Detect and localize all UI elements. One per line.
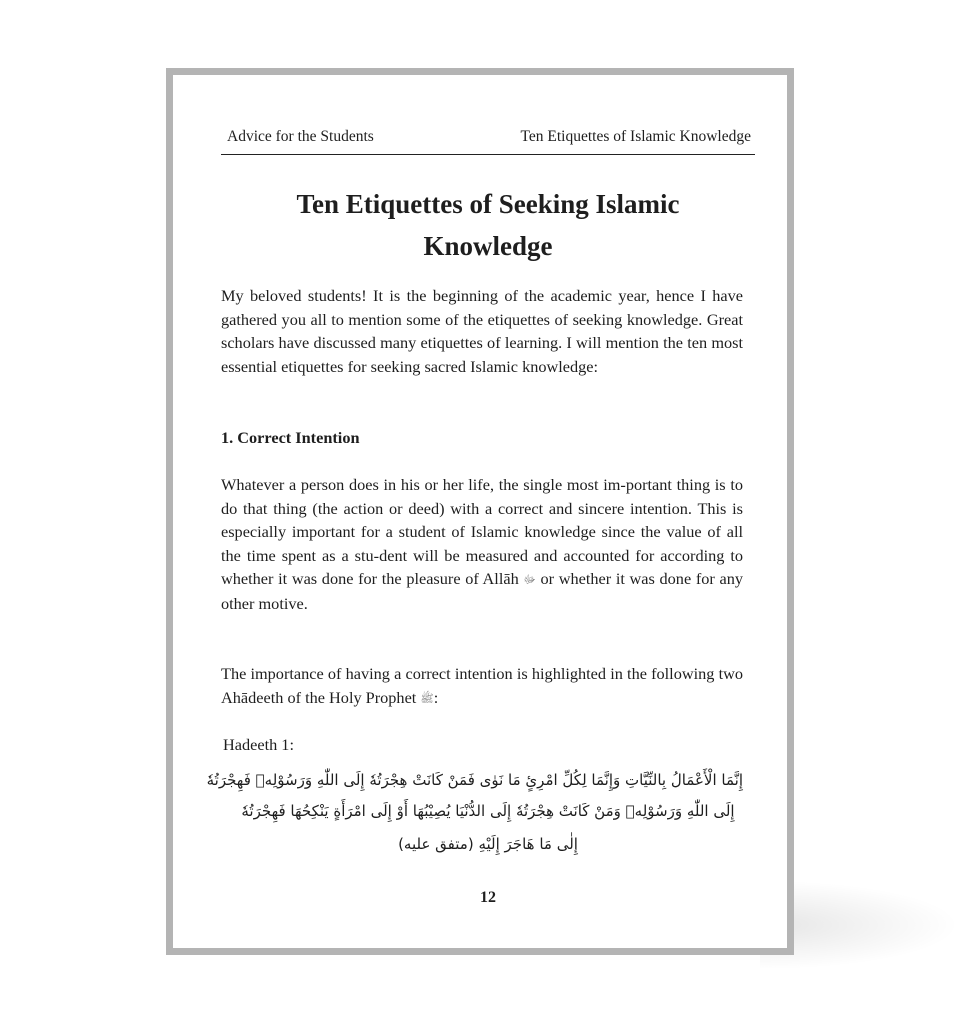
book-page: [173, 75, 787, 948]
arabic-hadeeth-line-2: إِلَى اللّٰهِ وَرَسُوْلِهٖ وَمَنْ كَانَتْ هِجْرَتُهٗ إِلَى الدُّنْيَا يُصِيْبُهَا أَوْ إِلَى امْرَأَةٍ يَنْكِحُهَا فَهِجْرَتُهٗ: [241, 802, 735, 820]
importance-paragraph-text-b: :: [433, 687, 439, 707]
chapter-title-line-1: Ten Etiquettes of Seeking Islamic: [296, 189, 680, 219]
intention-paragraph: [221, 473, 743, 616]
section-heading-correct-intention: 1. Correct Intention: [221, 428, 360, 447]
honorific-prophet-glyph: ﷺ: [420, 691, 434, 705]
running-head: [221, 127, 755, 155]
chapter-title-line-2: Knowledge: [423, 231, 553, 261]
importance-paragraph-text-a: The importance of having a correct intention is highlighted in the following two Ahādeeth of the Holy Prophet: [221, 664, 743, 707]
arabic-hadeeth-line-1: إِنَّمَا الْأَعْمَالُ بِالنِّيَّاتِ وَإِنَّمَا لِكُلِّ امْرِئٍ مَا نَوٰى فَمَنْ كَانَتْ هِجْرَتُهٗ إِلَى اللّٰهِ وَرَسُوْلِهٖ فَهِجْرَتُهٗ: [206, 771, 743, 789]
honorific-allah-glyph: ﷻ: [523, 573, 536, 587]
page-number: 12: [480, 889, 496, 906]
arabic-hadeeth-line-3: إِلٰى مَا هَاجَرَ إِلَيْهِ (متفق عليه): [398, 835, 578, 853]
intention-paragraph-text-b: or whether it was done for any other motive.: [221, 569, 743, 613]
intention-paragraph-text-a: Whatever a person does in his or her life, the single most im-portant thing is to do that thing (the action or deed) with a correct and sincere intention. This is especially important for a student of Islamic knowledge since the value of all the time spent as a stu-dent will be measured and accounted for according to whether it was done for the pleasure of Allāh: [221, 475, 743, 589]
chapter-title: [221, 183, 755, 267]
book-page-frame: [166, 68, 794, 955]
importance-paragraph: [221, 662, 743, 710]
hadeeth-label: Hadeeth 1:: [223, 735, 294, 754]
intro-paragraph: My beloved students! It is the beginning of the academic year, hence I have gathered you all to mention some of the etiquettes of seeking knowledge. Great scholars have discussed many etiquettes of learning. I will mention the ten most essential etiquettes for seeking sacred Islamic knowledge:: [221, 286, 743, 376]
running-head-right: Ten Etiquettes of Islamic Knowledge: [520, 128, 751, 145]
running-head-left: Advice for the Students: [227, 128, 374, 145]
